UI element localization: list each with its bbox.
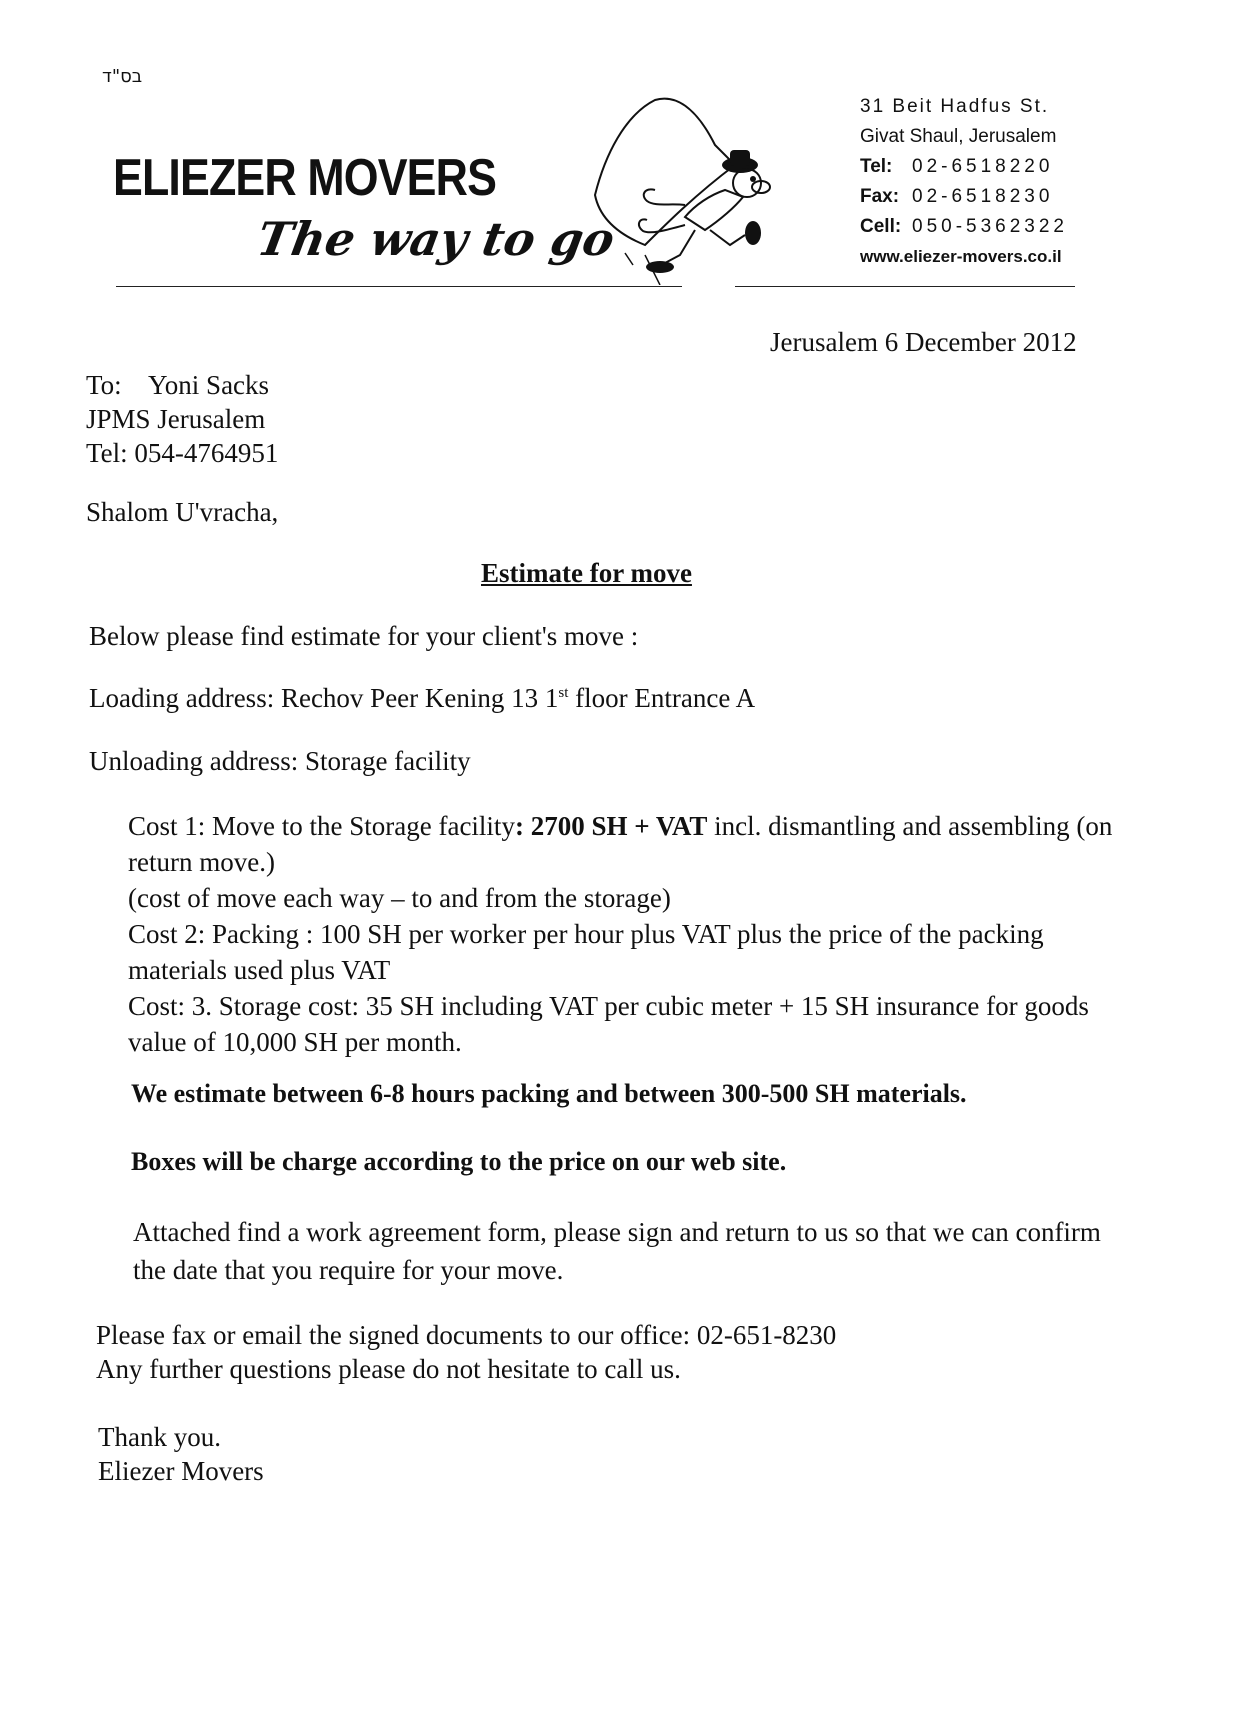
loading-floor-suffix: st bbox=[558, 685, 569, 701]
fax-line-text: Please fax or email the signed documents to our office: 02-651-8230 bbox=[96, 1320, 837, 1350]
attachment-note: Attached find a work agreement form, please sign and return to us so that we can confirm the date that you require for your move. bbox=[133, 1217, 1101, 1285]
loading-address-main: Loading address: Rechov Peer Kening 13 1 bbox=[89, 683, 559, 713]
cell-number: 050-5362322 bbox=[912, 216, 1068, 237]
fax-instructions bbox=[96, 1318, 836, 1386]
recipient-tel: Tel: 054-4764951 bbox=[86, 438, 279, 468]
letter-subject: Estimate for move bbox=[481, 558, 692, 588]
questions-line: Any further questions please do not hesitate to call us. bbox=[96, 1354, 681, 1384]
address-line-1: 31 Beit Hadfus St. bbox=[860, 96, 1050, 117]
loading-address-floor: floor Entrance A bbox=[568, 683, 756, 713]
fax-line bbox=[860, 182, 1068, 212]
recipient-org: JPMS Jerusalem bbox=[86, 404, 266, 434]
recipient-block bbox=[86, 368, 278, 470]
header-divider-right bbox=[735, 286, 1075, 287]
unloading-address: Unloading address: Storage facility bbox=[89, 746, 471, 776]
intro-text: Below please find estimate for your client's move : bbox=[89, 621, 639, 651]
mover-mascot-logo bbox=[585, 95, 795, 285]
letter-date: Jerusalem 6 December 2012 bbox=[770, 327, 1077, 357]
company-name: ELIEZER MOVERS bbox=[113, 149, 497, 207]
cost-1-detail: incl. dismantling and assembling (on return move.) bbox=[128, 811, 1113, 877]
header-divider-left bbox=[116, 286, 682, 287]
cost-2: Cost 2: Packing : 100 SH per worker per hour plus VAT plus the price of the packing materials used plus VAT bbox=[128, 919, 1044, 985]
greeting: Shalom U'vracha, bbox=[86, 497, 279, 527]
closing-block bbox=[98, 1420, 264, 1488]
address-line-2: Givat Shaul, Jerusalem bbox=[860, 126, 1057, 147]
estimate-hours-note: We estimate between 6-8 hours packing and between 300-500 SH materials. bbox=[131, 1079, 967, 1108]
loading-address bbox=[89, 683, 755, 714]
signature-name: Eliezer Movers bbox=[98, 1456, 264, 1486]
cost-3: Cost: 3. Storage cost: 35 SH including VAT per cubic meter + 15 SH insurance for goods value of 10,000 SH per month. bbox=[128, 991, 1089, 1057]
to-label: To: bbox=[86, 370, 122, 400]
fax-label: Fax: bbox=[860, 186, 900, 207]
website-link: www.eliezer-movers.co.il bbox=[860, 247, 1062, 266]
besd-mark: בס"ד bbox=[102, 66, 143, 87]
tel-line bbox=[860, 152, 1068, 182]
cost-1 bbox=[128, 808, 1128, 880]
fax-number: 02-6518230 bbox=[912, 186, 1054, 207]
cost-1-label: Cost 1: Move to the Storage facility bbox=[128, 811, 515, 841]
cost-1-price: : 2700 SH + VAT bbox=[514, 811, 708, 841]
recipient-name: Yoni Sacks bbox=[148, 370, 270, 400]
contact-block bbox=[860, 92, 1068, 272]
company-slogan: The way to go bbox=[253, 212, 619, 266]
cell-label: Cell: bbox=[860, 216, 902, 237]
cell-line bbox=[860, 212, 1068, 242]
recipient-name-line bbox=[86, 368, 278, 402]
tel-label: Tel: bbox=[860, 156, 893, 177]
cost-1-note: (cost of move each way – to and from the storage) bbox=[128, 883, 671, 913]
boxes-charge-note: Boxes will be charge according to the price on our web site. bbox=[131, 1147, 787, 1176]
tel-number: 02-6518220 bbox=[912, 156, 1054, 177]
cost-list bbox=[128, 808, 1128, 1060]
thanks-text: Thank you. bbox=[98, 1422, 221, 1452]
